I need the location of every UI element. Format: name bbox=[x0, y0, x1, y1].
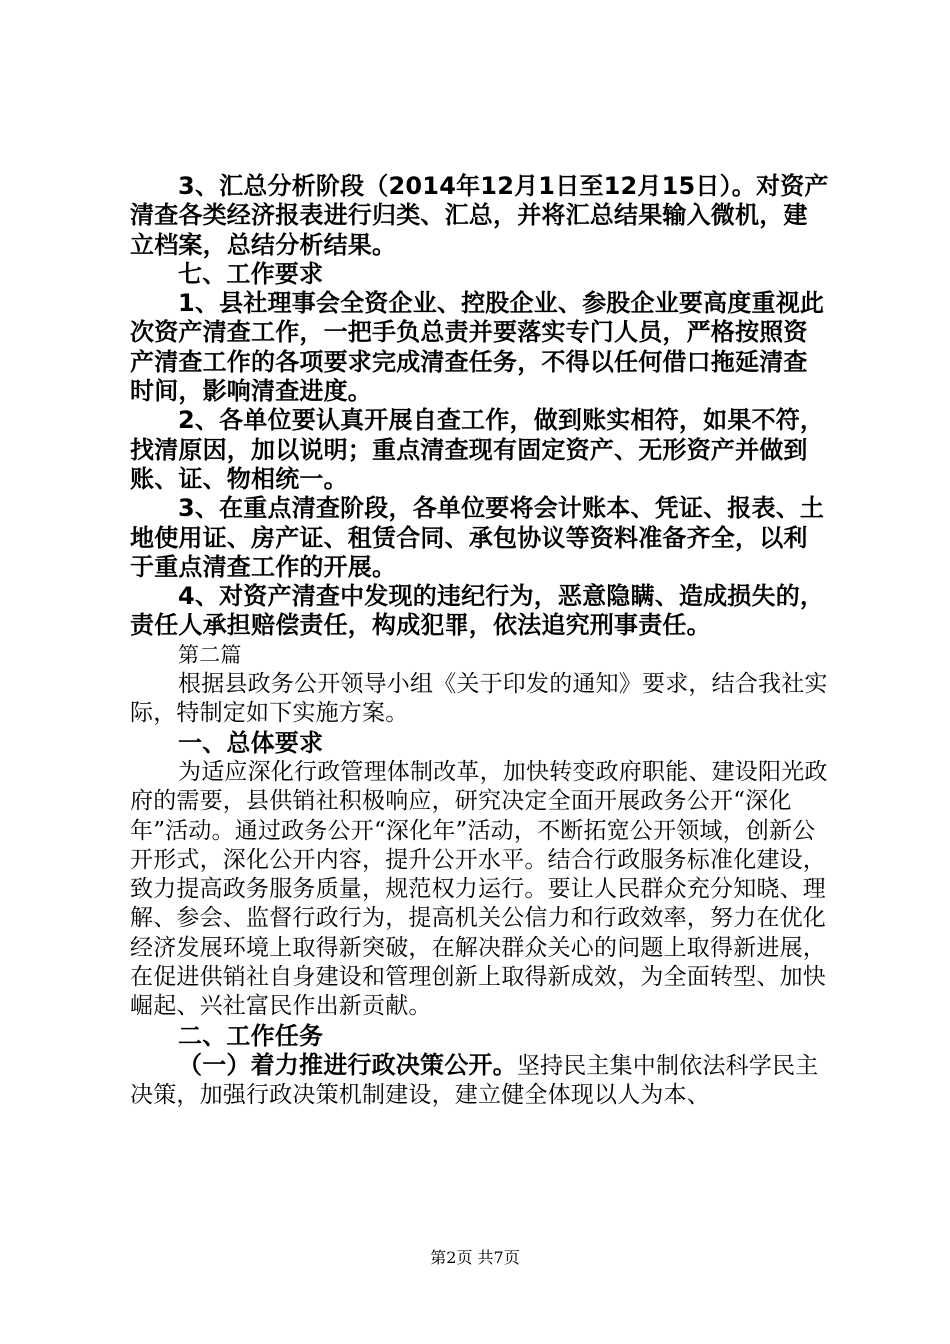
paragraph-requirement-1: 1、县社理事会全资企业、控股企业、参股企业要高度重视此次资产清查工作，一把手负总责并要落实专门人员，严格按照资产清查工作的各项要求完成清查任务，不得以任何借口拖延清查时间，影响清查进度。 bbox=[130, 289, 825, 406]
paragraph-intro: 根据县政务公开领导小组《关于印发的通知》要求，结合我社实际，特制定如下实施方案。 bbox=[130, 671, 828, 727]
task-1-body: 坚持民主集中制依法科学民主决策，加强行政决策机制建设，建立健全体现以人为本、 bbox=[130, 1052, 819, 1109]
paragraph-requirement-3: 3、在重点清查阶段，各单位要将会计账本、凭证、报表、土地使用证、房产证、租赁合同、承包协议等资料准备齐全，以利于重点清查工作的开展。 bbox=[130, 494, 825, 581]
section-part-two: 第二篇 bbox=[178, 642, 242, 667]
paragraph-summary-stage: 3、汇总分析阶段（2014年12月1日至12月15日）。对资产清查各类经济报表进行归类、汇总，并将汇总结果输入微机，建立档案，总结分析结果。 bbox=[130, 172, 829, 259]
heading-work-tasks: 二、工作任务 bbox=[178, 1021, 324, 1050]
page-footer: 第2页 共7页 bbox=[430, 1248, 520, 1267]
task-1-lead: （一）着力推进行政决策公开。 bbox=[178, 1050, 517, 1079]
paragraph-overall-requirements: 为适应深化行政管理体制改革，加快转变政府职能、建设阳光政府的需要，县供销社积极响应，研究决定全面开展政务公开“深化年”活动。通过政务公开“深化年”活动，不断拓宽公开领域，创新公开形式，深化公开内容，提升公开水平。结合行政服务标准化建设，致力提高政务服务质量，规范权力运行。要让人民群众充分知晓、理解、参会、监督行政行为，提高机关公信力和行政效率，努力在优化经济发展环境上取得新突破，在解决群众关心的问题上取得新进展，在促进供销社自身建设和管理创新上取得新成效，为全面转型、加快崛起、兴社富民作出新贡献。 bbox=[130, 758, 828, 1020]
document-body bbox=[130, 172, 830, 1111]
heading-work-requirements: 七、工作要求 bbox=[178, 259, 324, 288]
paragraph-requirement-4: 4、对资产清查中发现的违纪行为，恶意隐瞒、造成损失的，责任人承担赔偿责任，构成犯罪，依法追究刑事责任。 bbox=[130, 582, 825, 640]
heading-overall-requirements: 一、总体要求 bbox=[178, 728, 324, 757]
paragraph-requirement-2: 2、各单位要认真开展自查工作，做到账实相符，如果不符，找清原因，加以说明；重点清查现有固定资产、无形资产并做到账、证、物相统一。 bbox=[130, 406, 825, 493]
paragraph-task-1 bbox=[130, 1051, 830, 1111]
